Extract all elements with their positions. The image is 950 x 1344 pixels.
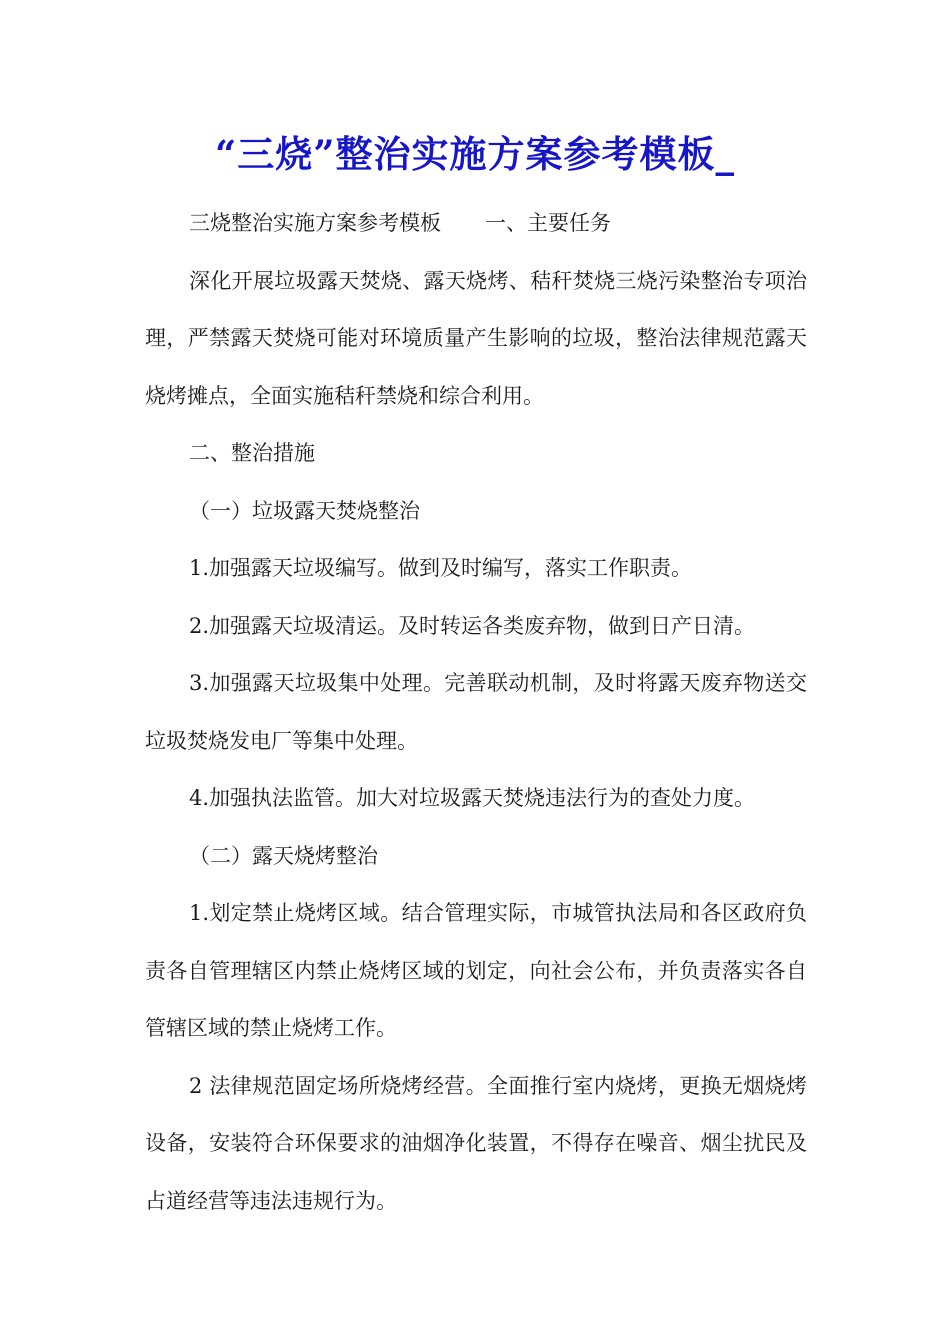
- list-item: 1.划定禁止烧烤区域。结合管理实际，市城管执法局和各区政府负责各自管理辖区内禁止烧烤区域的划定，向社会公布，并负责落实各自管辖区域的禁止烧烤工作。: [145, 901, 807, 1040]
- intro-subtitle: 三烧整治实施方案参考模板: [189, 211, 441, 235]
- list-item: 2 法律规范固定场所烧烤经营。全面推行室内烧烤，更换无烟烧烤设备，安装符合环保要求的油烟净化装置，不得存在噪音、烟尘扰民及占道经营等违法违规行为。: [145, 1073, 807, 1213]
- list-item: 2.加强露天垃圾清运。及时转运各类废弃物，做到日产日清。: [189, 613, 756, 638]
- subsection-heading-garbage: （一）垃圾露天焚烧整治: [189, 498, 420, 523]
- document-body: [145, 195, 807, 1230]
- subsection-heading-bbq: （二）露天烧烤整治: [189, 843, 378, 868]
- section-heading-measures: 二、整治措施: [189, 441, 315, 465]
- paragraph-main-tasks: 深化开展垃圾露天焚烧、露天烧烤、秸秆焚烧三烧污染整治专项治理，严禁露天焚烧可能对环境质量产生影响的垃圾，整治法律规范露天烧烤摊点，全面实施秸秆禁烧和综合利用。: [145, 268, 807, 408]
- list-item: 3.加强露天垃圾集中处理。完善联动机制，及时将露天废弃物送交垃圾焚烧发电厂等集中处理。: [145, 671, 807, 753]
- list-item: 1.加强露天垃圾编写。做到及时编写，落实工作职责。: [189, 556, 693, 580]
- paragraph-intro: [145, 195, 807, 253]
- document-title: “三烧”整治实施方案参考模板_: [214, 132, 736, 176]
- section-heading-main-tasks: 一、主要任务: [485, 211, 611, 235]
- list-item: 4.加强执法监管。加大对垃圾露天焚烧违法行为的查处力度。: [189, 786, 756, 810]
